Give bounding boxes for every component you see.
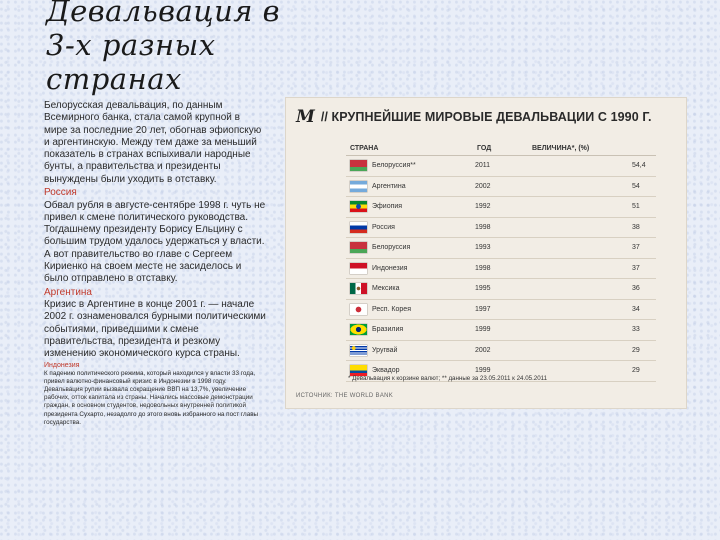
indonesia-paragraph: К падению политического режима, который находился у власти 33 года, привел валютно-финансовый кризис в Индонезии в 1998 году. Девальвация рупии вызвала сокращение ВВП на 13,7%, увеличение рабочих, отток капитала из страны. Начались массовые демонстрации граждан, в основном студентов, недовольных внутренней политикой президента Сухарто, незадолго до этого вновь избранного на пост главы государства. (44, 369, 259, 426)
russia-paragraph: Обвал рубля в августе-сентябре 1998 г. чуть не привел к смене политического руководства. Тогдашнему президенту Борису Ельцину с большим трудом удалось удержаться у власти. А вот правительство во главе с Сергеем Кириенко на своем месте не засиделось и было отправлено в отставку. (44, 199, 266, 285)
country-name: Индонезия (372, 264, 408, 272)
table-cell-value: 34 (528, 300, 656, 321)
flag-brazil-icon (350, 324, 367, 335)
table-cell-year: 1997 (473, 300, 528, 321)
flag-uruguay-icon (350, 345, 367, 356)
country-name: Аргентина (372, 182, 406, 190)
table-cell-value: 33 (528, 320, 656, 341)
table-cell-country (346, 300, 473, 321)
flag-argentina-icon (350, 181, 367, 192)
country-name: Белоруссия** (372, 162, 416, 169)
flag-belarus-icon (350, 242, 367, 253)
table-cell-country (346, 259, 473, 280)
table-cell-value: 51 (528, 197, 656, 218)
table-header (296, 108, 652, 126)
country-name: Эфиопия (372, 203, 403, 210)
flag-mexico-icon (350, 283, 367, 294)
table-cell-value: 37 (528, 238, 656, 259)
indonesia-heading: Индонезия (44, 361, 80, 369)
flag-korea-icon (350, 304, 367, 315)
title-line-2: 3-х разных (46, 28, 216, 62)
table-cell-country (346, 156, 473, 177)
argentina-paragraph: Кризис в Аргентине в конце 2001 г. — начале 2002 г. ознаменовался бурными политическими событиями, приведшими к смене правительства, президента и резкому изменению экономического курса страны. (44, 299, 266, 360)
country-name: Респ. Корея (372, 305, 411, 313)
text-column (44, 100, 266, 427)
country-name: Эквадор (372, 367, 400, 374)
table-cell-country (346, 238, 473, 259)
table-cell-country (346, 279, 473, 300)
table-cell-country (346, 218, 473, 239)
table-cell-year: 1998 (473, 218, 528, 239)
flag-ethiopia-icon (350, 201, 367, 212)
column-header-value: ВЕЛИЧИНА*, (%) (528, 142, 656, 156)
table-cell-year: 1998 (473, 259, 528, 280)
table-cell-value: 37 (528, 259, 656, 280)
table-cell-value: 36 (528, 279, 656, 300)
table-cell-country (346, 177, 473, 198)
table-cell-country (346, 320, 473, 341)
devaluation-table (346, 142, 656, 382)
title-line-1: Девальвация в (46, 0, 281, 28)
table-cell-value: 54 (528, 177, 656, 198)
devaluation-table-card (285, 97, 687, 409)
table-cell-year: 1999 (473, 361, 528, 382)
column-header-country: СТРАНА (346, 142, 473, 156)
table-cell-year: 2011 (473, 156, 528, 177)
table-cell-year: 2002 (473, 341, 528, 362)
table-cell-country (346, 197, 473, 218)
table-cell-value: 29 (528, 341, 656, 362)
table-cell-year: 1995 (473, 279, 528, 300)
flag-russia-icon (350, 222, 367, 233)
intro-paragraph: Белорусская девальвация, по данным Всемирного банка, стала самой крупной в мире за последние 20 лет, обогнав эфиопскую и аргентинскую. Между тем даже за меньший показатель в странах вспыхивали народные бунты, а правительства и президенты вынуждены были уходить в отставку. (44, 100, 262, 185)
country-name: Белоруссия (372, 244, 411, 251)
argentina-heading: Аргентина (44, 286, 92, 298)
table-cell-year: 1993 (473, 238, 528, 259)
table-cell-value: 38 (528, 218, 656, 239)
table-title: // КРУПНЕЙШИЕ МИРОВЫЕ ДЕВАЛЬВАЦИИ С 1990 Г. (320, 110, 652, 124)
table-source: ИСТОЧНИК: THE WORLD BANK (296, 393, 394, 399)
table-cell-year: 2002 (473, 177, 528, 198)
column-header-year: ГОД (473, 142, 528, 156)
slide-title (46, 0, 280, 96)
title-line-3: странах (46, 62, 182, 96)
table-footnote: * Девальвация к корзине валют; ** данные за 23.05.2011 к 24.05.2011 (348, 375, 548, 382)
table-cell-country (346, 341, 473, 362)
magazine-logo: M (296, 107, 315, 127)
country-name: Уругвай (372, 346, 398, 354)
table-cell-year: 1999 (473, 320, 528, 341)
country-name: Мексика (372, 285, 400, 292)
flag-belarus-icon (350, 160, 367, 171)
country-name: Россия (372, 223, 395, 231)
table-cell-year: 1992 (473, 197, 528, 218)
table-cell-value: 54,4 (528, 156, 656, 177)
country-name: Бразилия (372, 326, 404, 333)
russia-heading: Россия (44, 187, 77, 199)
table-cell-value: 29 (528, 361, 656, 382)
flag-indonesia-icon (350, 263, 367, 274)
